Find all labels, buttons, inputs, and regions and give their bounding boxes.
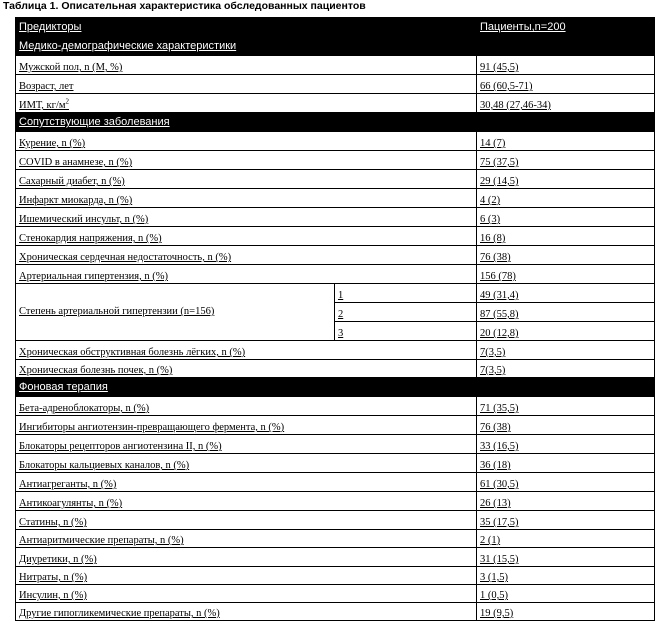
row-spacer: [335, 473, 477, 492]
row-value: 33 (16,5): [477, 435, 655, 454]
row-value: 7(3,5): [477, 360, 655, 378]
section-header: [16, 113, 655, 132]
row-spacer: [335, 132, 477, 151]
table-row: [16, 265, 655, 284]
row-value: 29 (14,5): [477, 170, 655, 189]
stage-value: 49 (31,4): [477, 284, 655, 303]
row-label: Сахарный диабет, n (%): [16, 170, 335, 189]
table-row: [16, 284, 655, 303]
table-row: [16, 454, 655, 473]
row-label: Инсулин, n (%): [16, 585, 335, 603]
table-row: [16, 416, 655, 435]
row-label: COVID в анамнезе, n (%): [16, 151, 335, 170]
row-spacer: [335, 397, 477, 416]
row-label: Курение, n (%): [16, 132, 335, 151]
row-spacer: [335, 454, 477, 473]
table-row: [16, 132, 655, 151]
row-spacer: [335, 567, 477, 585]
row-label: [16, 94, 335, 113]
bmi-label: ИМТ, кг/м: [19, 100, 66, 111]
row-value: 76 (38): [477, 246, 655, 265]
stage-value: 87 (55,8): [477, 303, 655, 322]
header-predictors: Предикторы: [16, 18, 335, 37]
row-value: 26 (13): [477, 492, 655, 511]
row-spacer: [335, 265, 477, 284]
row-spacer: [335, 492, 477, 511]
row-label: Другие гипогликемические препараты, n (%): [16, 603, 335, 621]
section-title: Сопутствующие заболевания: [16, 113, 655, 132]
table-row: [16, 246, 655, 265]
table-header-row: [16, 18, 655, 37]
table-row: [16, 548, 655, 567]
row-value: 6 (3): [477, 208, 655, 227]
row-label: Нитраты, n (%): [16, 567, 335, 585]
row-label: Диуретики, n (%): [16, 548, 335, 567]
table-row: [16, 397, 655, 416]
row-label: Возраст, лет: [16, 75, 335, 94]
header-patients: Пациенты,n=200: [477, 18, 655, 37]
row-spacer: [335, 246, 477, 265]
row-label: Хроническая болезнь почек, n (%): [16, 360, 335, 378]
bmi-superscript: 2: [65, 97, 70, 106]
stage-number: 3: [335, 322, 477, 341]
row-label: Артериальная гипертензия, n (%): [16, 265, 335, 284]
stage-number: 2: [335, 303, 477, 322]
row-spacer: [335, 227, 477, 246]
table-row: [16, 473, 655, 492]
row-spacer: [335, 94, 477, 113]
row-value: 4 (2): [477, 189, 655, 208]
table-row: [16, 435, 655, 454]
section-title: Медико-демографические характеристики: [16, 37, 655, 56]
row-label: Статины, n (%): [16, 511, 335, 530]
row-value: 2 (1): [477, 530, 655, 548]
row-value: 16 (8): [477, 227, 655, 246]
row-value: 7(3,5): [477, 341, 655, 360]
row-label: Инфаркт миокарда, n (%): [16, 189, 335, 208]
row-spacer: [335, 530, 477, 548]
row-spacer: [335, 56, 477, 75]
row-spacer: [335, 341, 477, 360]
table-row: [16, 567, 655, 585]
row-label: Стенокардия напряжения, n (%): [16, 227, 335, 246]
section-header: [16, 37, 655, 56]
row-spacer: [335, 151, 477, 170]
row-label: Бета-адреноблокаторы, n (%): [16, 397, 335, 416]
row-value: 14 (7): [477, 132, 655, 151]
row-spacer: [335, 75, 477, 94]
row-value: 75 (37,5): [477, 151, 655, 170]
section-title: Фоновая терапия: [16, 378, 655, 397]
table-row: [16, 603, 655, 621]
row-value: 3 (1,5): [477, 567, 655, 585]
row-spacer: [335, 416, 477, 435]
table-row: [16, 170, 655, 189]
row-spacer: [335, 170, 477, 189]
table-caption: Таблица 1. Описательная характеристика обследованных пациентов: [3, 0, 366, 12]
row-value: 31 (15,5): [477, 548, 655, 567]
table-row: [16, 75, 655, 94]
row-value: 35 (17,5): [477, 511, 655, 530]
row-label: Хроническая сердечная недостаточность, n (%): [16, 246, 335, 265]
table-row: [16, 585, 655, 603]
row-value: 30,48 (27,46-34): [477, 94, 655, 113]
row-spacer: [335, 585, 477, 603]
row-spacer: [335, 360, 477, 378]
row-spacer: [335, 189, 477, 208]
table-row: [16, 151, 655, 170]
row-label: Мужской пол, n (М, %): [16, 56, 335, 75]
row-label: Хроническая обструктивная болезнь лёгких, n (%): [16, 341, 335, 360]
row-spacer: [335, 548, 477, 567]
table-row: [16, 530, 655, 548]
row-spacer: [335, 511, 477, 530]
row-value: 36 (18): [477, 454, 655, 473]
hypertension-stage-label: Степень артериальной гипертензии (n=156): [16, 284, 335, 341]
row-value: 71 (35,5): [477, 397, 655, 416]
table-row: [16, 511, 655, 530]
table-row: [16, 227, 655, 246]
row-value: 76 (38): [477, 416, 655, 435]
row-label: Блокаторы кальциевых каналов, n (%): [16, 454, 335, 473]
stage-number: 1: [335, 284, 477, 303]
row-label: Антиаритмические препараты, n (%): [16, 530, 335, 548]
table-row: [16, 208, 655, 227]
table-row: [16, 360, 655, 378]
row-spacer: [335, 435, 477, 454]
row-label: Ишемический инсульт, n (%): [16, 208, 335, 227]
row-label: Блокаторы рецепторов ангиотензина II, n (%): [16, 435, 335, 454]
row-value: 66 (60,5-71): [477, 75, 655, 94]
row-value: 19 (9,5): [477, 603, 655, 621]
row-label: Ингибиторы ангиотензин-превращающего фермента, n (%): [16, 416, 335, 435]
row-value: 156 (78): [477, 265, 655, 284]
row-value: 91 (45,5): [477, 56, 655, 75]
patient-characteristics-table: [15, 17, 655, 621]
table-row: [16, 189, 655, 208]
row-spacer: [335, 208, 477, 227]
row-spacer: [335, 603, 477, 621]
table-row: [16, 492, 655, 511]
section-header: [16, 378, 655, 397]
table-row: [16, 341, 655, 360]
row-value: 1 (0,5): [477, 585, 655, 603]
header-blank: [335, 18, 477, 37]
stage-value: 20 (12,8): [477, 322, 655, 341]
row-label: Антикоагулянты, n (%): [16, 492, 335, 511]
row-label: Антиагреганты, n (%): [16, 473, 335, 492]
table-row: [16, 56, 655, 75]
table-row: [16, 94, 655, 113]
row-value: 61 (30,5): [477, 473, 655, 492]
